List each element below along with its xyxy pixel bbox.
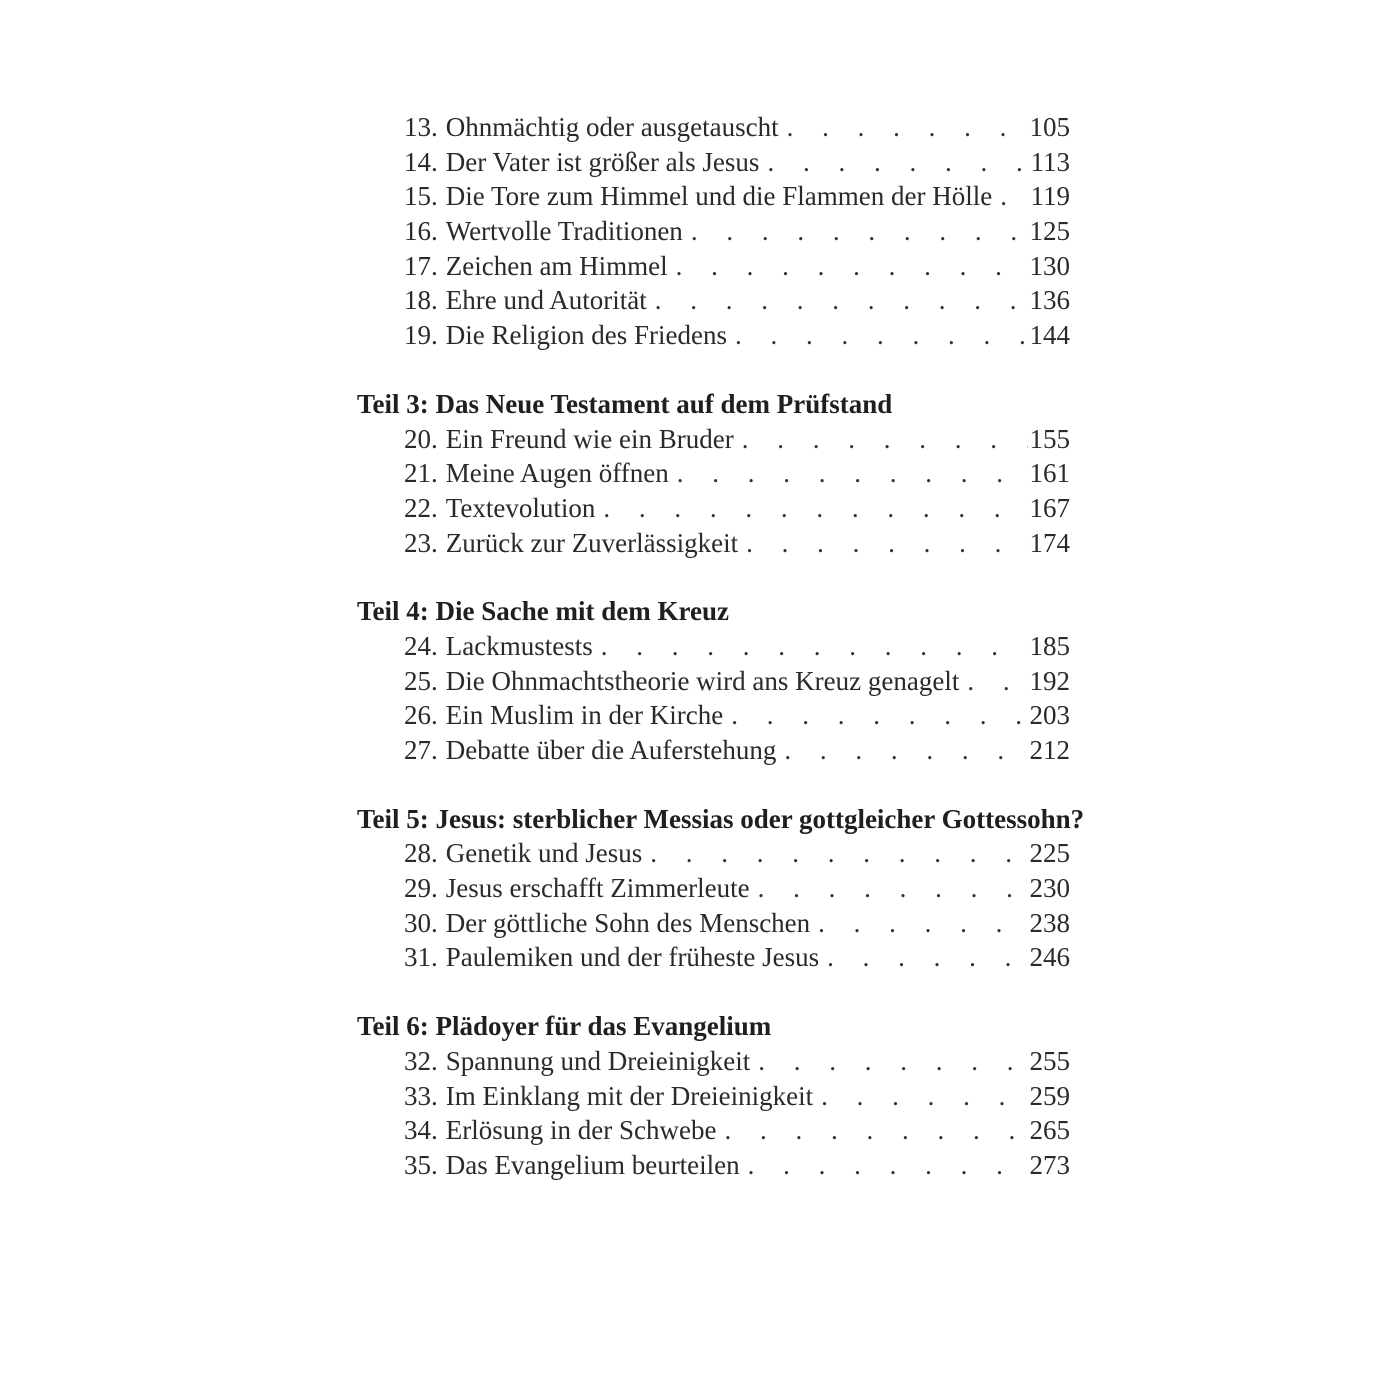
chapter-title: Die Religion des Friedens [445, 320, 727, 351]
chapter-number: 34. [404, 1115, 438, 1146]
dot-leader [779, 110, 1028, 145]
chapter-number: 23. [404, 527, 438, 558]
toc-entry [357, 940, 1070, 975]
chapter-title: Der göttliche Sohn des Menschen [445, 907, 811, 938]
chapter-title: Meine Augen öffnen [445, 458, 669, 489]
dot-leader [593, 629, 1028, 664]
toc-entry [357, 491, 1070, 526]
toc-entry [357, 249, 1070, 284]
chapter-number: 32. [404, 1045, 438, 1076]
table-of-contents [357, 110, 1085, 1183]
dot-leader [727, 318, 1028, 353]
chapter-title: Das Evangelium beurteilen [445, 1149, 740, 1180]
dot-leader [738, 526, 1027, 561]
toc-entry [357, 526, 1070, 561]
chapter-number: 24. [404, 630, 438, 661]
toc-entry [357, 145, 1070, 180]
dot-leader [813, 1079, 1027, 1114]
chapter-number: 30. [404, 907, 438, 938]
page-number: 192 [1029, 665, 1070, 696]
dot-leader [723, 698, 1027, 733]
toc-entry [357, 283, 1070, 318]
chapter-number: 29. [404, 873, 438, 904]
page-number: 136 [1029, 285, 1070, 316]
page-number: 144 [1029, 320, 1070, 351]
toc-entry [357, 698, 1070, 733]
chapter-title: Ohnmächtig oder ausgetauscht [445, 112, 779, 142]
dot-leader [776, 733, 1027, 768]
chapter-number: 22. [404, 492, 438, 523]
page-number: 105 [1029, 112, 1070, 142]
dot-leader [759, 145, 1028, 180]
page-number: 167 [1029, 492, 1070, 523]
page-number: 265 [1029, 1115, 1070, 1146]
toc-entry [357, 664, 1070, 699]
chapter-number: 26. [404, 700, 438, 731]
page-number: 161 [1029, 458, 1070, 489]
chapter-title: Ein Muslim in der Kirche [445, 700, 724, 731]
page-number: 174 [1029, 527, 1070, 558]
toc-entry [357, 318, 1070, 353]
chapter-title: Paulemiken und der früheste Jesus [445, 942, 820, 973]
chapter-number: 20. [404, 423, 438, 454]
part-heading: Teil 6: Plädoyer für das Evangelium [357, 1011, 772, 1042]
page-number: 246 [1029, 942, 1070, 973]
toc-entry [357, 1079, 1070, 1114]
chapter-number: 35. [404, 1149, 438, 1180]
dot-leader [959, 664, 1027, 699]
page-number: 259 [1029, 1080, 1070, 1111]
toc-entry [357, 906, 1070, 941]
chapter-title: Erlösung in der Schwebe [445, 1115, 717, 1146]
chapter-number: 15. [404, 181, 438, 212]
chapter-title: Ein Freund wie ein Bruder [445, 423, 734, 454]
chapter-number: 19. [404, 320, 438, 351]
toc-entry [357, 1113, 1070, 1148]
dot-leader [750, 1044, 1027, 1079]
dot-leader [647, 283, 1028, 318]
chapter-number: 17. [404, 250, 438, 281]
page-number: 155 [1029, 423, 1070, 454]
part-heading: Teil 5: Jesus: sterblicher Messias oder gottgleicher Gottessohn? [357, 803, 1085, 834]
page-number: 119 [1030, 181, 1070, 212]
chapter-title: Zeichen am Himmel [445, 250, 668, 281]
chapter-number: 25. [404, 665, 438, 696]
chapter-title: Im Einklang mit der Dreieinigkeit [445, 1080, 814, 1111]
page-number: 185 [1029, 630, 1070, 661]
toc-entry [357, 629, 1070, 664]
page-number: 203 [1029, 700, 1070, 731]
chapter-title: Textevolution [445, 492, 596, 523]
toc-entry [357, 422, 1070, 457]
toc-part-3 [357, 387, 1070, 560]
dot-leader [734, 422, 1028, 457]
page-number: 125 [1029, 216, 1070, 247]
page-number: 273 [1029, 1149, 1070, 1180]
chapter-number: 16. [404, 216, 438, 247]
page-number: 238 [1029, 907, 1070, 938]
toc-entry [357, 214, 1070, 249]
page-number: 130 [1029, 250, 1070, 281]
page-number: 225 [1029, 838, 1070, 869]
chapter-number: 27. [404, 735, 438, 765]
dot-leader [750, 871, 1028, 906]
toc-entry [357, 456, 1070, 491]
dot-leader [716, 1113, 1027, 1148]
chapter-number: 13. [404, 112, 438, 142]
chapter-title: Die Tore zum Himmel und die Flammen der Hölle [445, 181, 993, 212]
dot-leader [595, 491, 1027, 526]
dot-leader [683, 214, 1028, 249]
dot-leader [992, 179, 1028, 214]
toc-entry [357, 1148, 1070, 1183]
dot-leader [740, 1148, 1028, 1183]
chapter-title: Der Vater ist größer als Jesus [445, 146, 760, 177]
toc-part-4 [357, 594, 1070, 767]
dot-leader [810, 906, 1027, 941]
page-number: 255 [1029, 1045, 1070, 1076]
chapter-title: Wertvolle Traditionen [445, 216, 683, 247]
page-number: 113 [1030, 146, 1070, 177]
toc-entry [357, 836, 1070, 871]
dot-leader [642, 836, 1027, 871]
part-heading: Teil 3: Das Neue Testament auf dem Prüfstand [357, 388, 893, 419]
chapter-title: Zurück zur Zuverlässigkeit [445, 527, 739, 558]
chapter-title: Debatte über die Auferstehung [445, 735, 777, 765]
chapter-number: 18. [404, 285, 438, 316]
toc-entry [357, 871, 1070, 906]
chapter-title: Genetik und Jesus [445, 838, 643, 869]
toc-part-5 [357, 802, 1085, 975]
dot-leader [669, 456, 1028, 491]
chapter-number: 21. [404, 458, 438, 489]
toc-entry [357, 179, 1070, 214]
dot-leader [819, 940, 1027, 975]
toc-entry [357, 733, 1070, 768]
chapter-number: 31. [404, 942, 438, 973]
page-number: 212 [1029, 735, 1070, 765]
chapter-number: 33. [404, 1080, 438, 1111]
toc-entry [357, 1044, 1070, 1079]
chapter-number: 14. [404, 146, 438, 177]
dot-leader [668, 249, 1028, 284]
toc-group-continued [357, 110, 1070, 353]
chapter-title: Lackmustests [445, 630, 593, 661]
chapter-title: Die Ohnmachtstheorie wird ans Kreuz genagelt [445, 665, 960, 696]
toc-part-6 [357, 1009, 1070, 1182]
page-number: 230 [1029, 873, 1070, 904]
toc-entry [357, 110, 1070, 145]
chapter-title: Spannung und Dreieinigkeit [445, 1045, 751, 1076]
chapter-title: Jesus erschafft Zimmerleute [445, 873, 750, 904]
part-heading: Teil 4: Die Sache mit dem Kreuz [357, 596, 729, 627]
chapter-number: 28. [404, 838, 438, 869]
chapter-title: Ehre und Autorität [445, 285, 647, 316]
